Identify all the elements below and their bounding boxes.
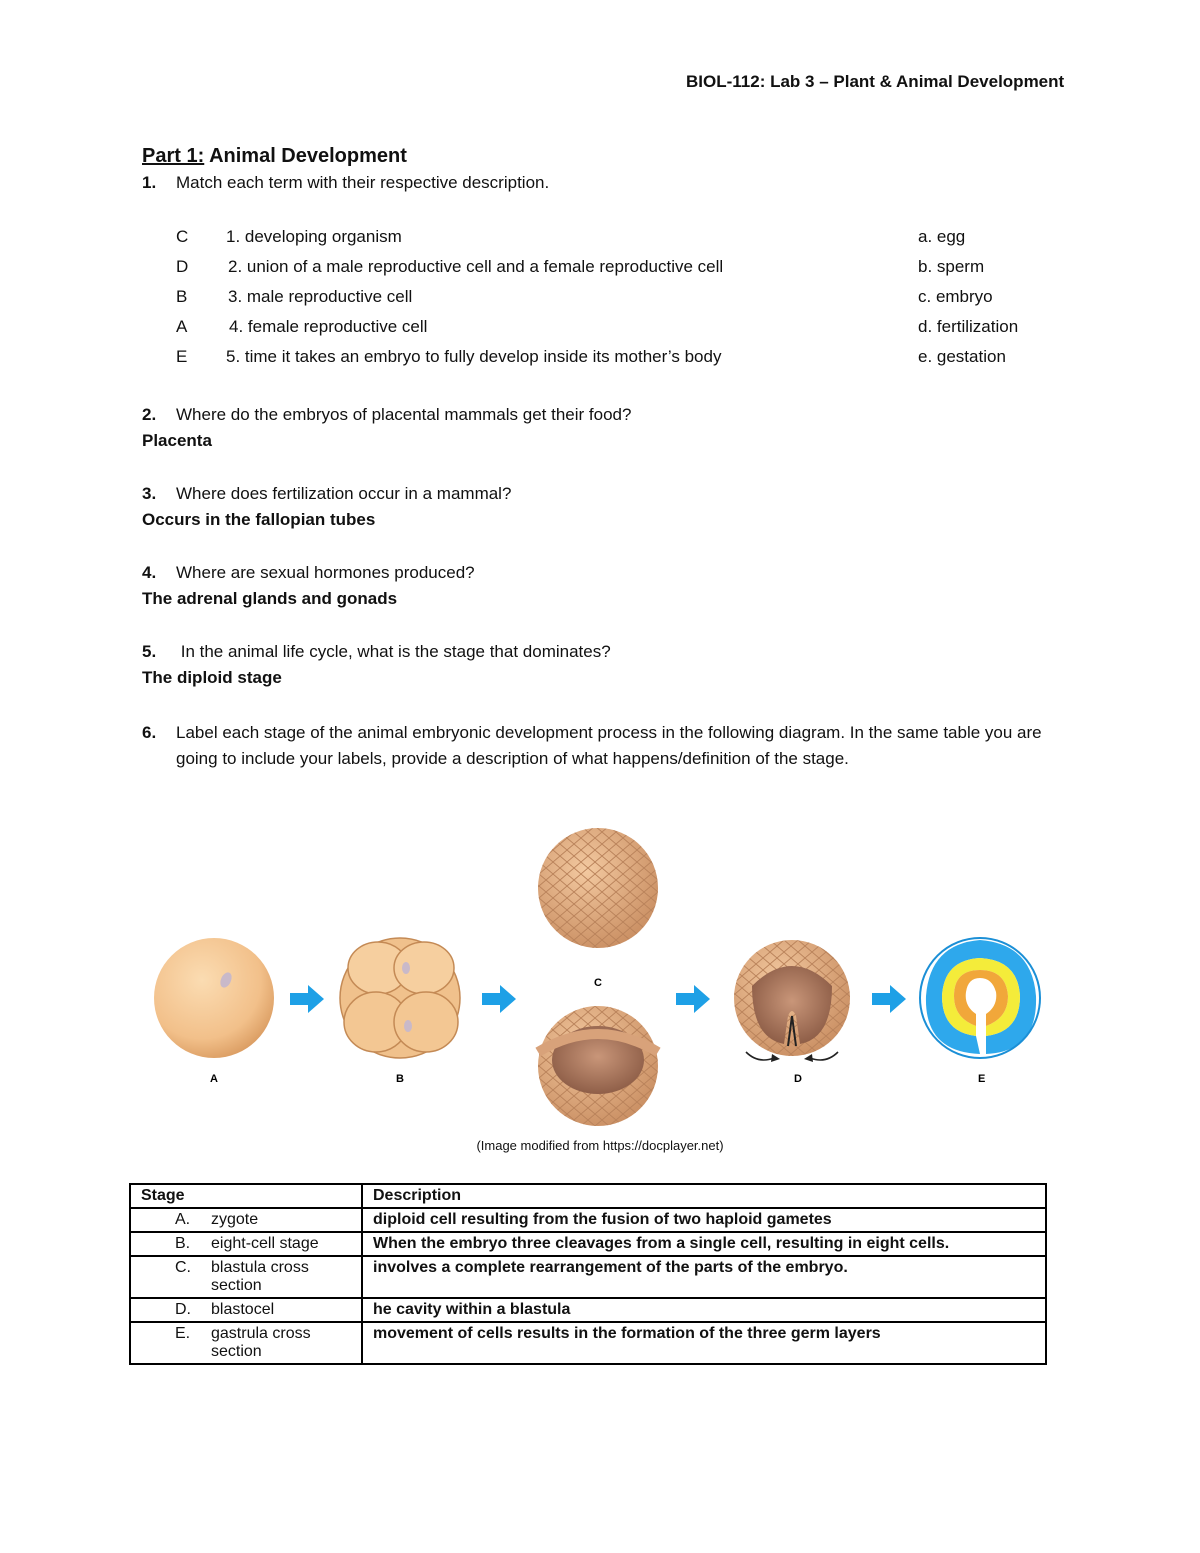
table-header-stage: Stage (130, 1184, 362, 1208)
matching-row (176, 317, 1056, 343)
question-number: 3. (142, 484, 157, 503)
question-4 (142, 563, 475, 583)
question-text: Where are sexual hormones produced? (176, 563, 475, 582)
matching-row (176, 287, 1056, 313)
matching-answer: A (176, 317, 188, 336)
stage-letter: E. (175, 1325, 191, 1342)
diagram-caption: (Image modified from https://docplayer.net) (476, 1138, 724, 1153)
part-heading: Animal Development (204, 145, 407, 167)
stage-name: zygote (211, 1211, 259, 1228)
stage-cell (130, 1208, 362, 1232)
description-cell: diploid cell resulting from the fusion of two haploid gametes (362, 1208, 1046, 1232)
answer-2: Placenta (142, 431, 212, 450)
table-header-row (130, 1184, 1046, 1208)
question-6 (142, 720, 1062, 768)
table-row (130, 1208, 1046, 1232)
matching-answer: D (176, 257, 189, 276)
question-number: 4. (142, 563, 157, 582)
matching-row (176, 347, 1056, 373)
question-3 (142, 484, 511, 504)
diagram-label-b: B (396, 1073, 404, 1085)
description-cell: involves a complete rearrangement of the parts of the embryo. (362, 1256, 1046, 1298)
matching-answer: E (176, 347, 188, 366)
matching-option: c. embryo (918, 287, 993, 306)
answer-3: Occurs in the fallopian tubes (142, 510, 376, 529)
matching-answer: C (176, 227, 189, 246)
arrow-icon (290, 985, 324, 1013)
diagram-label-d: D (794, 1073, 802, 1085)
stage-letter: C. (175, 1259, 191, 1276)
diagram-label-e: E (978, 1073, 986, 1085)
description-cell: movement of cells results in the formation of the three germ layers (362, 1322, 1046, 1364)
question-text: In the animal life cycle, what is the stage that dominates? (176, 642, 611, 661)
question-text: Where do the embryos of placental mammals get their food? (176, 405, 632, 424)
answer-5: The diploid stage (142, 668, 282, 687)
matching-term: 2. union of a male reproductive cell and a female reproductive cell (228, 257, 724, 276)
zygote-illustration (154, 938, 274, 1058)
matching-term: 5. time it takes an embryo to fully develop inside its mother’s body (226, 347, 722, 366)
stage-name: blastocel (211, 1301, 275, 1318)
question-number: 6. (142, 723, 157, 742)
part-title (142, 145, 407, 168)
question-number: 2. (142, 405, 157, 424)
matching-term: 4. female reproductive cell (229, 317, 428, 336)
embryo-development-diagram (140, 826, 1060, 1132)
stage-letter: D. (175, 1301, 191, 1318)
table-row (130, 1298, 1046, 1322)
stage-cell (130, 1232, 362, 1256)
eight-cell-illustration (340, 938, 460, 1058)
stage-cell (130, 1256, 362, 1298)
table-row (130, 1232, 1046, 1256)
question-1 (142, 173, 549, 193)
blastula-illustration (538, 828, 658, 948)
stage-name: gastrula cross section (211, 1325, 311, 1360)
stage-name: eight-cell stage (211, 1235, 319, 1252)
stage-cell (130, 1322, 362, 1364)
table-header-description: Description (362, 1184, 1046, 1208)
matching-option: b. sperm (918, 257, 985, 276)
arrow-icon (872, 985, 906, 1013)
diagram-label-c: C (594, 977, 602, 989)
description-cell: When the embryo three cleavages from a single cell, resulting in eight cells. (362, 1232, 1046, 1256)
matching-option: d. fertilization (918, 317, 1019, 336)
table-row (130, 1322, 1046, 1364)
stage-letter: B. (175, 1235, 191, 1252)
question-text: Label each stage of the animal embryonic development process in the following diagram. In the same table you are going to include your labels, provide a description of what happens/definition of the stage. (176, 723, 1042, 768)
stages-table (129, 1183, 1047, 1365)
answer-4: The adrenal glands and gonads (142, 589, 398, 608)
question-text: Where does fertilization occur in a mammal? (176, 484, 512, 503)
document-header: BIOL-112: Lab 3 – Plant & Animal Development (686, 72, 1065, 91)
matching-answer: B (176, 287, 188, 306)
part-label: Part 1: (142, 145, 205, 167)
matching-row (176, 257, 1056, 283)
question-2 (142, 405, 631, 425)
matching-term: 3. male reproductive cell (228, 287, 413, 306)
question-5 (142, 642, 611, 662)
arrow-icon (676, 985, 710, 1013)
blastula-cross-section-illustration (538, 1006, 658, 1126)
diagram-label-a: A (210, 1073, 218, 1085)
arrow-icon (482, 985, 516, 1013)
table-row (130, 1256, 1046, 1298)
gastrulation-illustration (734, 940, 850, 1062)
description-cell: he cavity within a blastula (362, 1298, 1046, 1322)
question-number: 5. (142, 642, 157, 661)
stage-cell (130, 1298, 362, 1322)
stage-letter: A. (175, 1211, 191, 1228)
gastrula-cross-section-illustration (920, 938, 1040, 1058)
question-number: 1. (142, 173, 157, 192)
matching-term: 1. developing organism (226, 227, 402, 246)
matching-option: e. gestation (918, 347, 1006, 366)
matching-row (176, 227, 1056, 253)
question-text: Match each term with their respective description. (176, 173, 550, 192)
matching-option: a. egg (918, 227, 966, 246)
stage-name: blastula cross section (211, 1259, 309, 1294)
